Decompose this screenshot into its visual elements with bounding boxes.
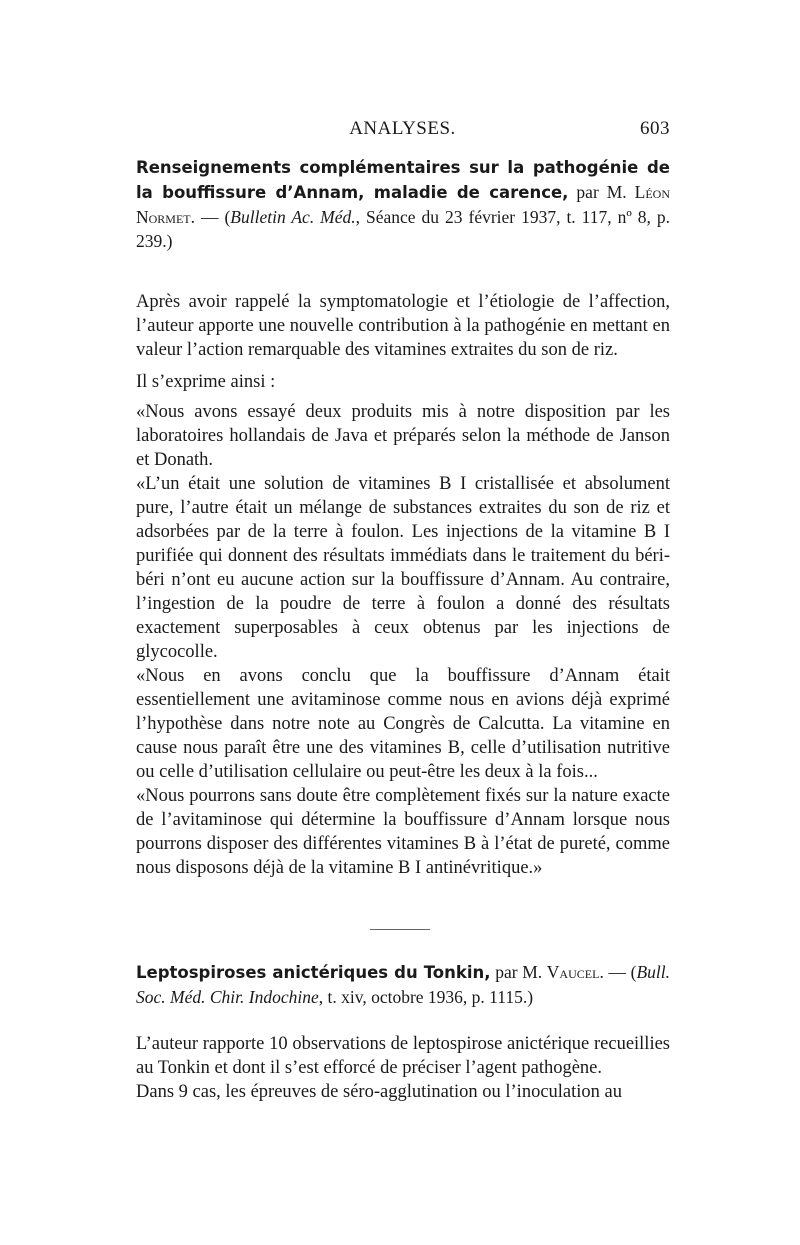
article-1-body (136, 290, 670, 880)
article-2-body (136, 1032, 670, 1104)
article-1-author: Léon Normet (136, 182, 671, 227)
article-2 (136, 960, 670, 1009)
article-2-title: Leptospiroses anictériques du Tonkin, (136, 963, 491, 982)
running-header (135, 118, 670, 142)
paragraph: «Nous en avons conclu que la bouffissure d’Annam était essentiellement une avitaminose comme nous en avions déjà exprimé l’hypothèse dans notre note au Congrès de Calcutta. La vitamine en cause nous paraît être une des vitamines B, celle d’utilisation nutritive ou celle d’utilisation cellulaire ou peut-être les deux à la fois... (136, 666, 670, 782)
paragraph: Après avoir rappelé la symptomatologie et l’étiologie de l’affection, l’auteur apporte une nouvelle contribution à la pathogénie en mettant en valeur l’action remarquable des vitamines extraites du son de riz. (136, 292, 670, 360)
article-2-citation-post: , t. xiv, octobre 1936, p. 1115.) (318, 987, 534, 1007)
paragraph: Dans 9 cas, les épreuves de séro-agglutination ou l’inoculation au (136, 1082, 622, 1102)
paragraph: «Nous pourrons sans doute être complètement fixés sur la nature exacte de l’avitaminose qui détermine la bouffissure d’Annam lorsque nous pourrons disposer des différentes vitamines B à l’état de pureté, comme nous disposons déjà de la vitamine B I antinévritique.» (136, 786, 670, 878)
paragraph: L’auteur rapporte 10 observations de leptospirose anictérique recueillies au Tonkin et dont il s’est efforcé de préciser l’agent pathogène. (136, 1034, 670, 1078)
article-1-title: Renseignements complémentaires sur la pathogénie de la bouffissure d’Annam, maladie de carence, (136, 158, 670, 202)
header-title: ANALYSES. (349, 118, 456, 139)
article-2-journal: Bull. Soc. Méd. Chir. Indochine (136, 962, 671, 1007)
paragraph: «L’un était une solution de vitamines B I cristallisée et absolument pure, l’autre était un mélange de substances extraites du son de riz et adsorbées par de la terre à foulon. Les injections de la vitamine B I purifiée qui donnent des résultats immédiats dans le traitement du béri-béri n’ont eu aucune action sur la bouffissure d’Annam. Au contraire, l’ingestion de la poudre de terre à foulon a donné des résultats exactement superposables à ceux obtenus par les injections de glycocolle. (136, 474, 670, 662)
article-2-citation-pre: . — ( (599, 962, 637, 982)
page-number: 603 (640, 118, 670, 139)
article-1-citation-pre: . — ( (190, 207, 231, 227)
article-1-citation-post: , Séance du 23 février 1937, t. 117, nº 8, p. 239.) (136, 207, 670, 251)
article-1-by: par M. (568, 182, 635, 202)
paragraph: «Nous avons essayé deux produits mis à notre disposition par les laboratoires hollandais de Java et préparés selon la méthode de Janson et Donath. (136, 402, 670, 470)
article-2-author: Vaucel (546, 962, 600, 982)
article-2-by: par M. (490, 962, 547, 982)
paragraph: Il s’exprime ainsi : (136, 372, 276, 392)
section-divider (370, 929, 430, 930)
article-2-heading (136, 960, 670, 1009)
article-1-journal: Bulletin Ac. Méd. (230, 207, 356, 227)
article-1 (136, 155, 670, 253)
article-1-heading (136, 155, 670, 253)
